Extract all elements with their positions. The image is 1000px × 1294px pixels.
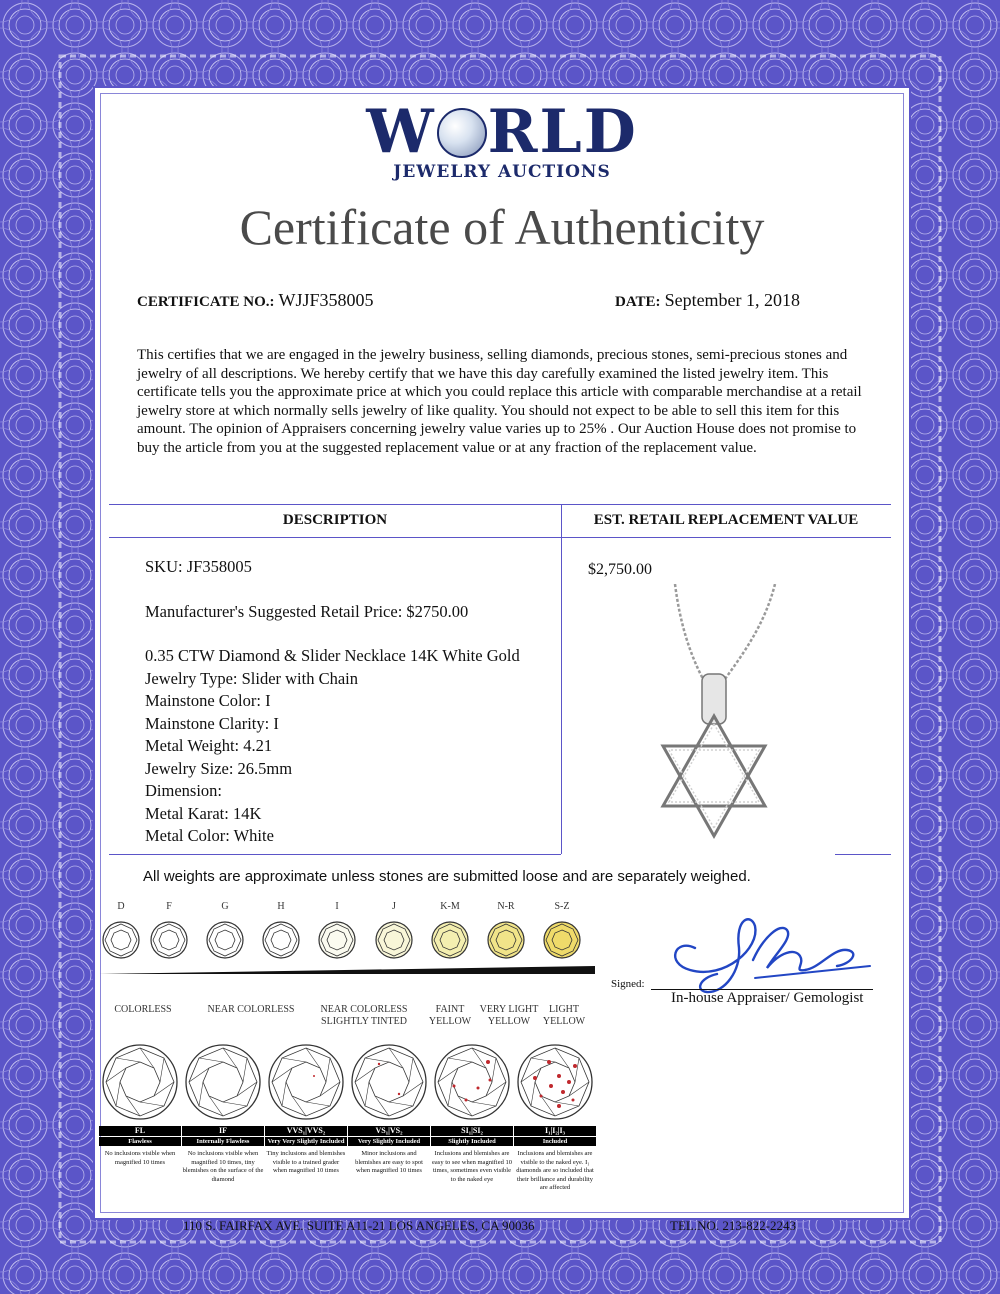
color-caption-line: YELLOW: [428, 1016, 472, 1027]
description-header: DESCRIPTION: [282, 512, 388, 528]
clarity-description: Minor inclusions and blemishes are easy to spot when magnified 10 times: [355, 1150, 423, 1174]
clarity-name: Slightly Included: [431, 1137, 513, 1146]
footer-telephone: TEL.NO. 213-822-2243: [670, 1218, 797, 1233]
certificate-number-value: WJJF358005: [278, 290, 374, 310]
clarity-code: VVS₁|VVS₂: [265, 1126, 347, 1136]
clarity-name: Internally Flawless: [182, 1137, 264, 1146]
description-line: Jewelry Size: 26.5mm: [145, 758, 293, 778]
clarity-description: Tiny inclusions and blemishes visible to a trained grader when magnified 10 times: [266, 1150, 346, 1174]
date-value: September 1, 2018: [664, 290, 801, 310]
clarity-diamond-icon: [349, 1042, 429, 1122]
color-grade-letter: S-Z: [554, 901, 570, 912]
handwritten-signature: [655, 908, 875, 998]
page-title: Certificate of Authenticity: [239, 199, 765, 255]
color-caption: [199, 1004, 303, 1016]
color-scale-bar: [99, 964, 595, 976]
clarity-name: Included: [514, 1137, 596, 1146]
sku-line: SKU: JF358005: [145, 557, 252, 576]
clarity-code: I₁|I₂|I₃: [514, 1126, 596, 1136]
msrp-line: Manufacturer's Suggested Retail Price: $2750.00: [145, 601, 469, 621]
color-grade-letter: N-R: [497, 901, 515, 912]
replacement-value: $2,750.00: [588, 561, 652, 578]
color-caption-line: NEAR COLORLESS: [207, 1004, 295, 1015]
color-caption: [539, 1004, 589, 1028]
clarity-description: Inclusions and blemishes are visible to the naked eye. I₁ diamonds are so included that their brilliance and durability are affected: [516, 1150, 594, 1191]
color-caption-line: FAINT: [435, 1004, 465, 1015]
certificate-body: [93, 86, 911, 1233]
date-label: DATE:: [615, 294, 661, 310]
clarity-code: FL: [99, 1126, 181, 1136]
value-header: EST. RETAIL REPLACEMENT VALUE: [593, 512, 859, 528]
signed-label: Signed:: [611, 978, 645, 990]
color-caption-line: SLIGHTLY TINTED: [321, 1016, 407, 1027]
appraiser-title: In-house Appraiser/ Gemologist: [671, 990, 864, 1006]
clarity-code: SI₁|SI₂: [431, 1126, 513, 1136]
weights-note: All weights are approximate unless stones are submitted loose and are separately weighed.: [143, 868, 751, 885]
clarity-description: Inclusions and blemishes are easy to see when magnified 10 times, sometimes even visible to the naked eye: [432, 1150, 512, 1183]
description-line: Mainstone Color: I: [145, 691, 271, 710]
description-line: Metal Color: White: [145, 826, 274, 845]
diamond-color-icon: [101, 920, 141, 960]
color-caption-line: YELLOW: [487, 1016, 531, 1027]
clarity-description: No inclusions visible when magnified 10 times, tiny blemishes on the surface of the diamond: [182, 1150, 264, 1183]
clarity-name: Flawless: [99, 1137, 181, 1146]
color-caption-line: LIGHT: [549, 1004, 579, 1015]
diamond-color-icon: [430, 920, 470, 960]
description-line: Metal Karat: 14K: [145, 803, 262, 823]
table-header-rule: [109, 537, 891, 538]
color-grade-letter: J: [392, 901, 396, 912]
clarity-code: VS₁|VS₂: [348, 1126, 430, 1136]
clarity-diamond-icon: [515, 1042, 595, 1122]
star-pendant-image: [635, 584, 785, 859]
color-caption: [479, 1004, 539, 1028]
color-grade-letter: G: [221, 901, 229, 912]
color-caption-line: NEAR COLORLESS: [320, 1004, 408, 1015]
clarity-diamond-icon: [100, 1042, 180, 1122]
color-grade-letter: K-M: [440, 901, 460, 912]
clarity-diamond-icon: [266, 1042, 346, 1122]
diamond-color-icon: [149, 920, 189, 960]
color-grade-letter: H: [277, 901, 285, 912]
table-bottom-rule-right: [835, 854, 891, 855]
intro-paragraph: This certifies that we are engaged in the jewelry business, selling diamonds, precious stones, semi-precious stones and jewelry of all descriptions. We hereby certify that we have this day carefully examined the listed jewelry item. This certificate tells you the approximate price at which you could replace this article with comparable merchandise at a retail jewelry store at which normally sells jewelry of like quality. You should not expect to be able to sell this item for this amount. The opinion of Appraisers concerning jewelry value varies up to 25% . Our Auction House does not promise to buy the article from you at the suggested replacement value or at any fraction of the replacement value.: [137, 347, 862, 456]
clarity-description: No inclusions visible when magnified 10 times: [104, 1150, 176, 1166]
description-line: Mainstone Clarity: I: [145, 713, 279, 733]
clarity-name: Very Very Slightly Included: [265, 1137, 347, 1146]
color-grade-letter: I: [335, 901, 339, 912]
color-caption: [309, 1004, 419, 1028]
description-line: Jewelry Type: Slider with Chain: [145, 668, 359, 688]
clarity-diamond-icon: [432, 1042, 512, 1122]
table-bottom-rule: [109, 854, 561, 855]
description-block: [145, 556, 560, 848]
certificate-number-label: CERTIFICATE NO.:: [137, 294, 275, 310]
diamond-color-icon: [486, 920, 526, 960]
description-line: 0.35 CTW Diamond & Slider Necklace 14K White Gold: [145, 646, 520, 665]
color-caption-line: COLORLESS: [114, 1004, 172, 1015]
color-caption-line: YELLOW: [542, 1016, 586, 1027]
table-column-divider: [561, 504, 562, 854]
diamond-color-icon: [317, 920, 357, 960]
color-caption: [425, 1004, 475, 1028]
color-caption: [95, 1004, 191, 1016]
logo-letters: RLD: [487, 97, 638, 167]
diamond-color-icon: [261, 920, 301, 960]
certificate-date: [615, 290, 800, 311]
clarity-name: Very Slightly Included: [348, 1137, 430, 1146]
diamond-color-icon: [374, 920, 414, 960]
logo-subtitle: JEWELRY AUCTIONS: [393, 162, 611, 182]
color-grade-letter: D: [117, 901, 125, 912]
clarity-diamond-icon: [183, 1042, 263, 1122]
logo-wordmark: [95, 97, 909, 167]
logo-letter-w: W: [366, 97, 436, 167]
description-line: Dimension:: [145, 781, 222, 800]
diamond-icon: [437, 108, 487, 158]
certificate-number: [137, 290, 374, 311]
color-caption-line: VERY LIGHT: [479, 1004, 539, 1015]
diamond-color-icon: [542, 920, 582, 960]
footer-address: 110 S. FAIRFAX AVE. SUITE A11-21 LOS ANGELES, CA 90036: [183, 1218, 535, 1233]
brand-logo: [95, 97, 909, 182]
diamond-color-icon: [205, 920, 245, 960]
clarity-code: IF: [182, 1126, 264, 1136]
color-grade-letter: F: [166, 901, 172, 912]
description-line: Metal Weight: 4.21: [145, 736, 273, 755]
table-top-rule: [109, 504, 891, 505]
